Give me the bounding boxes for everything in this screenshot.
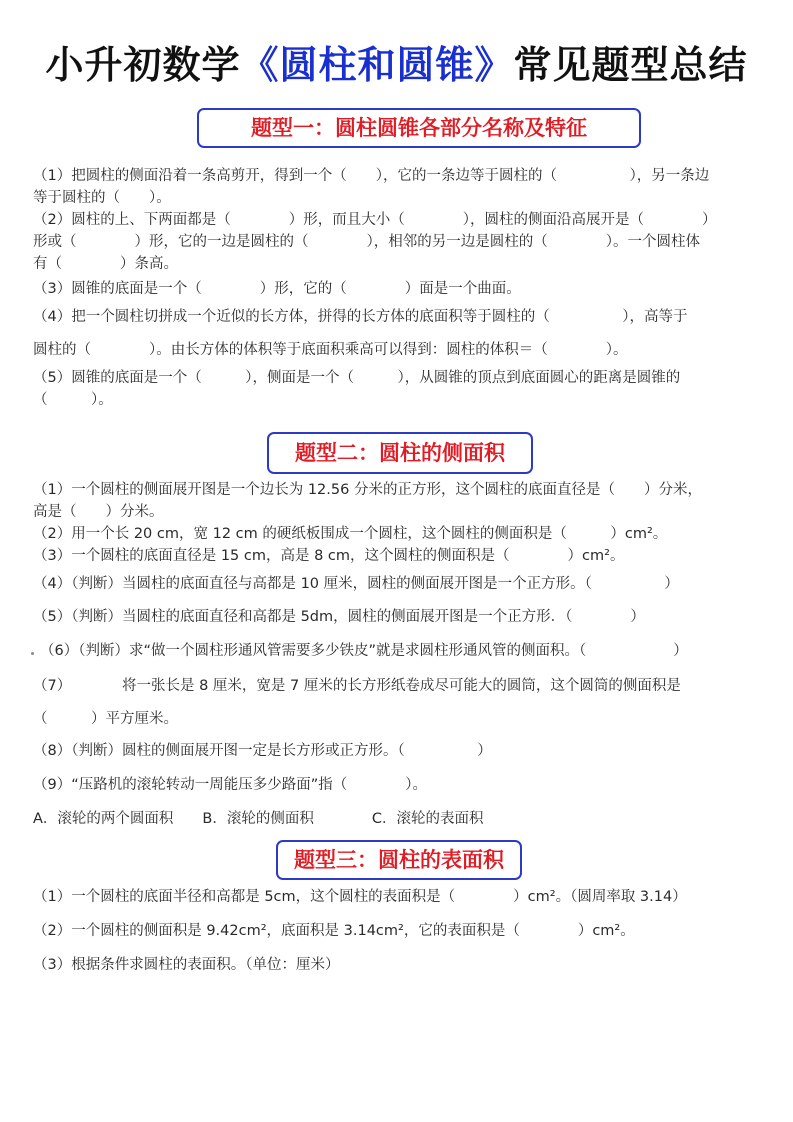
s2-line-11: （9）“压路机的滚轮转动一周能压多少路面”指（ ）。 [33, 777, 427, 793]
s1-line-6: （3）圆锥的底面是一个（ ）形，它的（ ）面是一个曲面。 [33, 281, 521, 297]
s1-line-9: （5）圆锥的底面是一个（ ），侧面是一个（ ），从圆锥的顶点到底面圆心的距离是圆锥的 [33, 370, 681, 386]
title-suffix: 常见题型总结 [513, 43, 748, 87]
s1-line-4: 形或（ ）形，它的一边是圆柱的（ ），相邻的另一边是圆柱的（ ）。一个圆柱体 [33, 234, 700, 250]
s2-line-10: （8）（判断）圆柱的侧面展开图一定是长方形或正方形。（ ） [33, 743, 492, 759]
s1-line-2: 等于圆柱的（ ）。 [33, 190, 171, 206]
page-title [0, 34, 793, 89]
title-prefix: 小升初数学 [45, 43, 241, 87]
s2-line-1: （1）一个圆柱的侧面展开图是一个边长为 12.56 分米的正方形，这个圆柱的底面直径是（ ）分米， [33, 482, 702, 498]
s2-line-7: （6）（判断）求“做一个圆柱形通风管需要多少铁皮”就是求圆柱形通风管的侧面积。（ ） [40, 643, 688, 659]
s2-line-8: （7） 将一张长是 8 厘米，宽是 7 厘米的长方形纸卷成尽可能大的圆筒，这个圆筒的侧面积是 [33, 678, 681, 694]
section-3-heading: 题型三：圆柱的表面积 [276, 840, 522, 880]
s2-line-3: （2）用一个长 20 cm，宽 12 cm 的硬纸板围成一个圆柱，这个圆柱的侧面积是（ ）cm²。 [33, 526, 668, 542]
s2-line-12: A．滚轮的两个圆面积 B．滚轮的侧面积 C．滚轮的表面积 [33, 811, 484, 827]
s1-line-10: （ ）。 [33, 392, 113, 408]
s2-line-5: （4）（判断）当圆柱的底面直径与高都是 10 厘米，圆柱的侧面展开图是一个正方形。（ ） [33, 576, 679, 592]
s3-line-3: （3）根据条件求圆柱的表面积。（单位：厘米） [33, 957, 340, 973]
s3-line-2: （2）一个圆柱的侧面积是 9.42cm²，底面积是 3.14cm²，它的表面积是（ ）cm²。 [33, 923, 635, 939]
s1-line-8: 圆柱的（ ）。由长方体的体积等于底面积乘高可以得到：圆柱的体积＝（ ）。 [33, 342, 628, 358]
s1-line-5: 有（ ）条高。 [33, 256, 178, 272]
s3-line-1: （1）一个圆柱的底面半径和高都是 5cm，这个圆柱的表面积是（ ）cm²。（圆周率取 3.14） [33, 889, 687, 905]
s1-line-1: （1）把圆柱的侧面沿着一条高剪开，得到一个（ ），它的一条边等于圆柱的（ ），另一条边 [33, 168, 710, 184]
s2-line-6: （5）（判断）当圆柱的底面直径和高都是 5dm，圆柱的侧面展开图是一个正方形．（ ） [33, 609, 645, 625]
s1-line-3: （2）圆柱的上、下两面都是（ ）形，而且大小（ ），圆柱的侧面沿高展开是（ ） [33, 212, 717, 228]
title-topic: 《圆柱和圆锥》 [240, 43, 514, 87]
s2-line-2: 高是（ ）分米。 [33, 504, 164, 520]
stray-dot [31, 652, 34, 655]
s2-line-9: （ ）平方厘米。 [33, 711, 178, 727]
section-2-heading: 题型二：圆柱的侧面积 [267, 432, 533, 474]
s1-line-7: （4）把一个圆柱切拼成一个近似的长方体，拼得的长方体的底面积等于圆柱的（ ），高等于 [33, 309, 688, 325]
section-1-heading: 题型一：圆柱圆锥各部分名称及特征 [197, 108, 641, 148]
s2-line-4: （3）一个圆柱的底面直径是 15 cm，高是 8 cm，这个圆柱的侧面积是（ ）cm²。 [33, 548, 625, 564]
